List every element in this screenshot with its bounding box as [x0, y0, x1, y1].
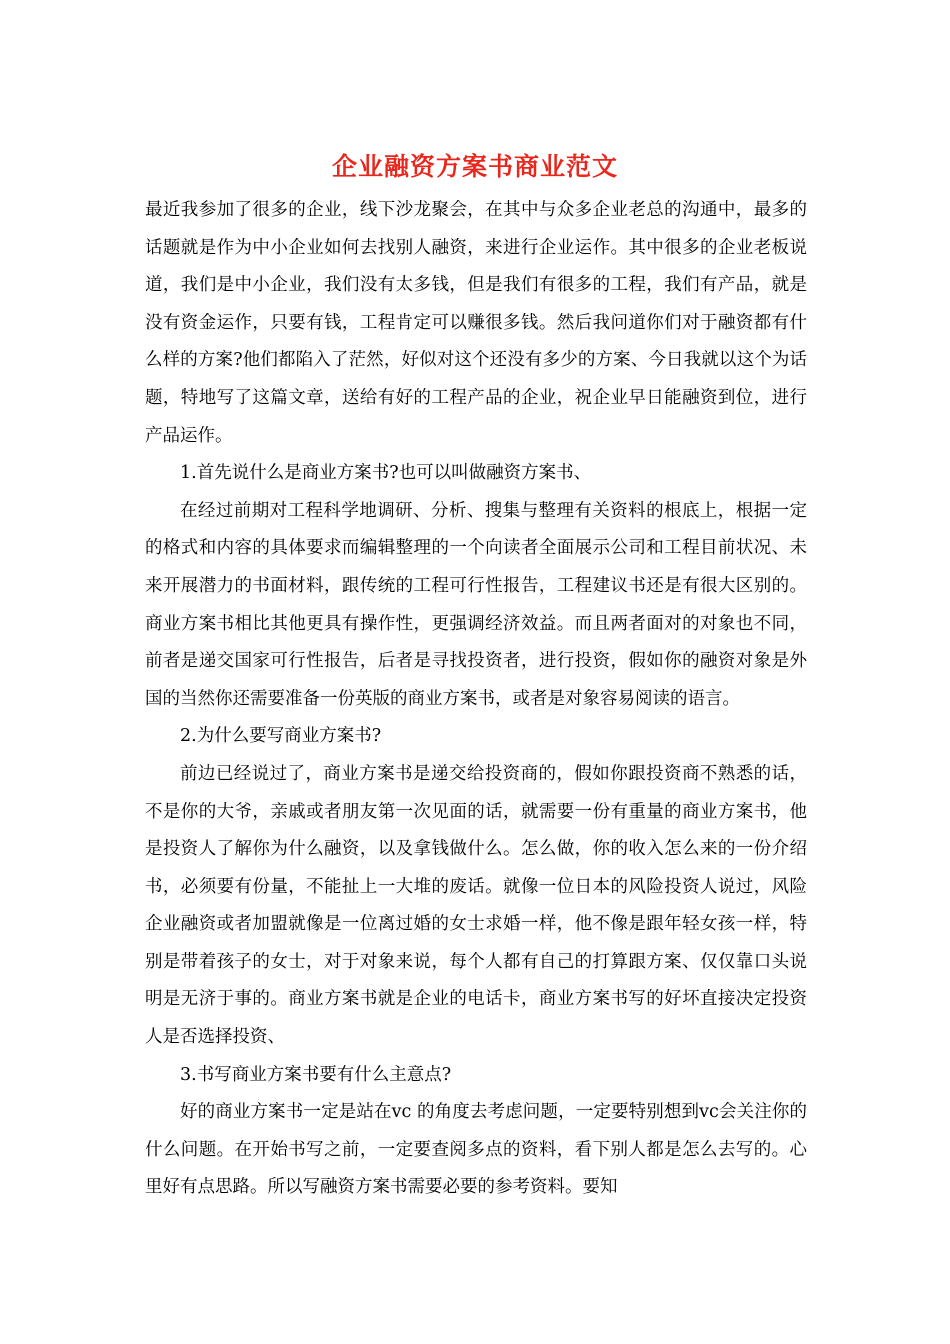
- paragraph-intro: 最近我参加了很多的企业，线下沙龙聚会，在其中与众多企业老总的沟通中，最多的话题就是作为中小企业如何去找别人融资，来进行企业运作。其中很多的企业老板说道，我们是中小企业，我们没有太多钱，但是我们有很多的工程，我们有产品，就是没有资金运作，只要有钱，工程肯定可以赚很多钱。然后我问道你们对于融资都有什么样的方案?他们都陷入了茫然，好似对这个还没有多少的方案、今日我就以这个为话题，特地写了这篇文章，送给有好的工程产品的企业，祝企业早日能融资到位，进行产品运作。: [145, 200, 807, 446]
- paragraph-section-3: 好的商业方案书一定是站在vc 的角度去考虑问题，一定要特别想到vc会关注你的什么问题。在开始书写之前，一定要查阅多点的资料，看下别人都是怎么去写的。心里好有点思路。所以写融资方案书需要必要的参考资料。要知: [145, 1102, 807, 1198]
- document-body: [145, 192, 807, 1207]
- section-heading-1: 1.首先说什么是商业方案书?也可以叫做融资方案书、: [180, 463, 592, 484]
- document-title: 企业融资方案书商业范文: [331, 152, 618, 181]
- paragraph-section-1: 在经过前期对工程科学地调研、分析、搜集与整理有关资料的根底上，根据一定的格式和内容的具体要求而编辑整理的一个向读者全面展示公司和工程目前状况、未来开展潜力的书面材料，跟传统的工程可行性报告，工程建议书还是有很大区别的。商业方案书相比其他更具有操作性，更强调经济效益。而且两者面对的对象也不同，前者是递交国家可行性报告，后者是寻找投资者，进行投资，假如你的融资对象是外国的当然你还需要准备一份英版的商业方案书，或者是对象容易阅读的语言。: [145, 500, 807, 709]
- section-heading-2: 2.为什么要写商业方案书?: [180, 726, 382, 747]
- paragraph-section-2: 前边已经说过了，商业方案书是递交给投资商的，假如你跟投资商不熟悉的话，不是你的大爷，亲戚或者朋友第一次见面的话，就需要一份有重量的商业方案书，他是投资人了解你为什么融资，以及拿钱做什么。怎么做，你的收入怎么来的一份介绍书，必须要有份量，不能扯上一大堆的废话。就像一位日本的风险投资人说过，风险企业融资或者加盟就像是一位离过婚的女士求婚一样，他不像是跟年轻女孩一样，特别是带着孩子的女士，对于对象来说，每个人都有自己的打算跟方案、仅仅靠口头说明是无济于事的。商业方案书就是企业的电话卡，商业方案书写的好坏直接决定投资人是否选择投资、: [145, 763, 807, 1048]
- section-heading-3: 3.书写商业方案书要有什么主意点?: [180, 1064, 452, 1085]
